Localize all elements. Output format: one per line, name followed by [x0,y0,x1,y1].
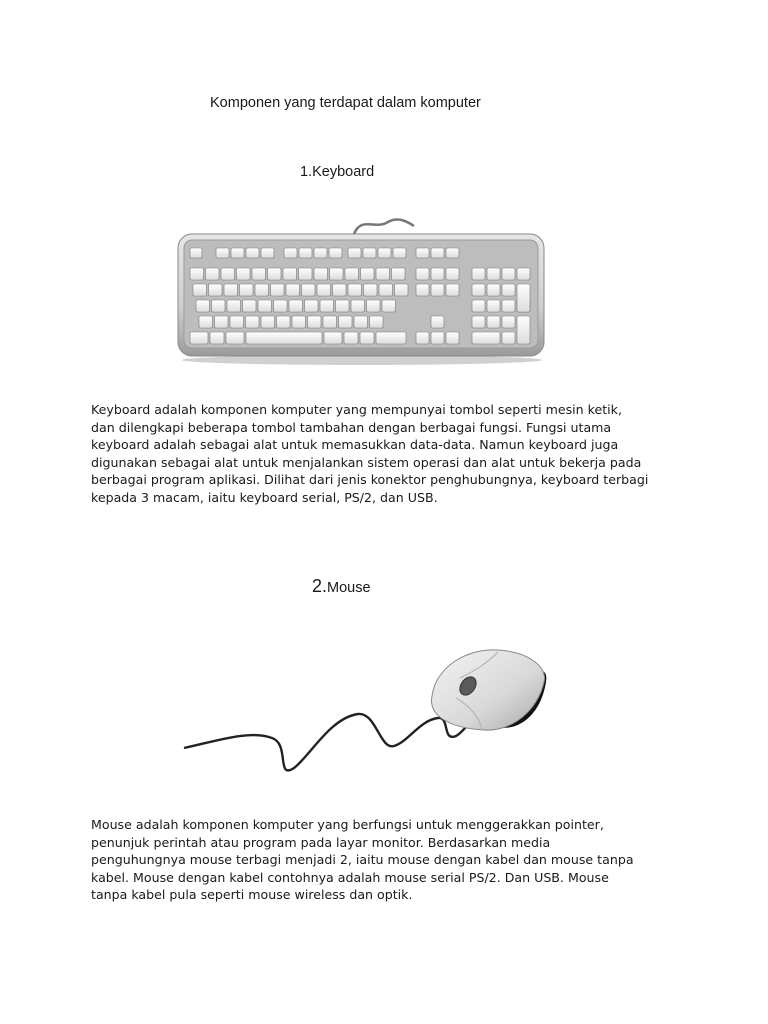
keyboard-key [446,284,459,296]
keyboard-key [323,316,337,328]
keyboard-key [190,268,204,280]
keyboard-key [292,316,306,328]
keyboard-key [364,284,378,296]
section-heading-mouse [312,576,371,597]
keyboard-key [261,316,275,328]
keyboard-key [517,268,530,280]
keyboard-image [176,216,548,366]
keyboard-key [274,300,288,312]
keyboard-key [502,316,515,328]
keyboard-key [395,284,409,296]
keyboard-key [517,316,530,344]
keyboard-key [289,300,303,312]
heading-label: Mouse [327,580,371,596]
keyboard-key [206,268,220,280]
paragraph-line: Mouse adalah komponen komputer yang berfungsi untuk menggerakkan pointer, [91,817,604,832]
keyboard-key [431,332,444,344]
keyboard-key [431,284,444,296]
paragraph-line: tanpa kabel pula seperti mouse wireless dan optik. [91,887,413,903]
keyboard-key [487,300,500,312]
section-heading-keyboard: 1.Keyboard [300,164,375,180]
keyboard-key [517,284,530,312]
keyboard-key [360,332,374,344]
keyboard-key [376,268,390,280]
page-title: Komponen yang terdapat dalam komputer [210,95,481,111]
keyboard-key [268,268,282,280]
keyboard-key [446,332,459,344]
keyboard-key [376,332,406,344]
keyboard-key [416,268,429,280]
keyboard-key [472,316,485,328]
keyboard-key [502,332,515,344]
paragraph-line: digunakan sebagai alat untuk menjalankan sistem operasi dan alat untuk bekerja pada [91,454,642,470]
keyboard-key [283,268,297,280]
keyboard-key [472,300,485,312]
keyboard-key [487,284,500,296]
keyboard-key [224,284,238,296]
keyboard-key [305,300,319,312]
keyboard-key [258,300,272,312]
keyboard-key [243,300,257,312]
keyboard-key [215,316,229,328]
keyboard-key [216,248,229,258]
keyboard-key [416,248,429,258]
keyboard-key [345,268,359,280]
keyboard-key [344,332,358,344]
mouse-paragraph [91,816,691,904]
keyboard-key [226,332,244,344]
keyboard-key [221,268,235,280]
keyboard-key [393,248,406,258]
keyboard-key [284,248,297,258]
keyboard-key [416,284,429,296]
keyboard-key [314,268,328,280]
keyboard-key [339,316,353,328]
keyboard-key [237,268,251,280]
keyboard-key [487,316,500,328]
keyboard-key [271,284,285,296]
paragraph-line: keyboard adalah sebagai alat untuk memasukkan data-data. Namun keyboard juga [91,437,619,453]
keyboard-key [472,284,485,296]
keyboard-key [431,248,444,258]
keyboard-key [354,316,368,328]
keyboard-key [502,268,515,280]
keyboard-key [416,332,429,344]
keyboard-key [363,248,376,258]
keyboard-key [199,316,213,328]
keyboard-paragraph [91,401,691,507]
keyboard-key [190,248,202,258]
paragraph-line: dan dilengkapi beberapa tombol tambahan dengan berbagai fungsi. Fungsi utama [91,419,612,435]
keyboard-key [370,316,384,328]
keyboard-key [379,284,393,296]
keyboard-key [329,248,342,258]
paragraph-line: penguhungnya mouse terbagi menjadi 2, iaitu mouse dengan kabel dan mouse tanpa [91,852,634,868]
keyboard-key [502,300,515,312]
paragraph-line: Keyboard adalah komponen komputer yang mempunyai tombol seperti mesin ketik, [91,402,622,417]
keyboard-key [210,332,224,344]
keyboard-key [261,248,274,258]
keyboard-key [348,248,361,258]
keyboard-key [333,284,347,296]
keyboard-key [231,248,244,258]
keyboard-key [351,300,365,312]
paragraph-line: kepada 3 macam, iaitu keyboard serial, PS/2, dan USB. [91,489,438,505]
paragraph-line: berbagai program aplikasi. Dilihat dari jenis konektor penghubungnya, keyboard terbagi [91,472,649,488]
keyboard-key [317,284,331,296]
keyboard-key [190,332,208,344]
keyboard-key [487,268,500,280]
heading-number: 2. [312,576,328,596]
keyboard-key [209,284,223,296]
keyboard-key [336,300,350,312]
paragraph-line: kabel. Mouse dengan kabel contohnya adalah mouse serial PS/2. Dan USB. Mouse [91,869,609,885]
keyboard-key [431,316,444,328]
keyboard-key [330,268,344,280]
keyboard-key [392,268,406,280]
keyboard-key [320,300,334,312]
keyboard-key [446,248,459,258]
keyboard-key [382,300,396,312]
keyboard-key [472,332,500,344]
mouse-image [180,630,552,780]
keyboard-key [252,268,266,280]
paragraph-line: penunjuk perintah atau program pada layar monitor. Berdasarkan media [91,834,551,850]
keyboard-key [255,284,269,296]
keyboard-key [240,284,254,296]
keyboard-key [446,268,459,280]
keyboard-key [299,268,313,280]
keyboard-key [286,284,300,296]
keyboard-key [246,248,259,258]
keyboard-key [246,316,260,328]
keyboard-key [193,284,207,296]
keyboard-key [299,248,312,258]
keyboard-key [472,268,485,280]
keyboard-key [230,316,244,328]
keyboard-key [277,316,291,328]
keyboard-key [502,284,515,296]
keyboard-key [367,300,381,312]
keyboard-key [227,300,241,312]
keyboard-key [361,268,375,280]
keyboard-key [212,300,226,312]
keyboard-key [431,268,444,280]
keyboard-key [308,316,322,328]
keyboard-key [324,332,342,344]
keyboard-key [246,332,322,344]
keyboard-key [302,284,316,296]
keyboard-key [378,248,391,258]
keyboard-key [348,284,362,296]
keyboard-key [196,300,210,312]
keyboard-key [314,248,327,258]
